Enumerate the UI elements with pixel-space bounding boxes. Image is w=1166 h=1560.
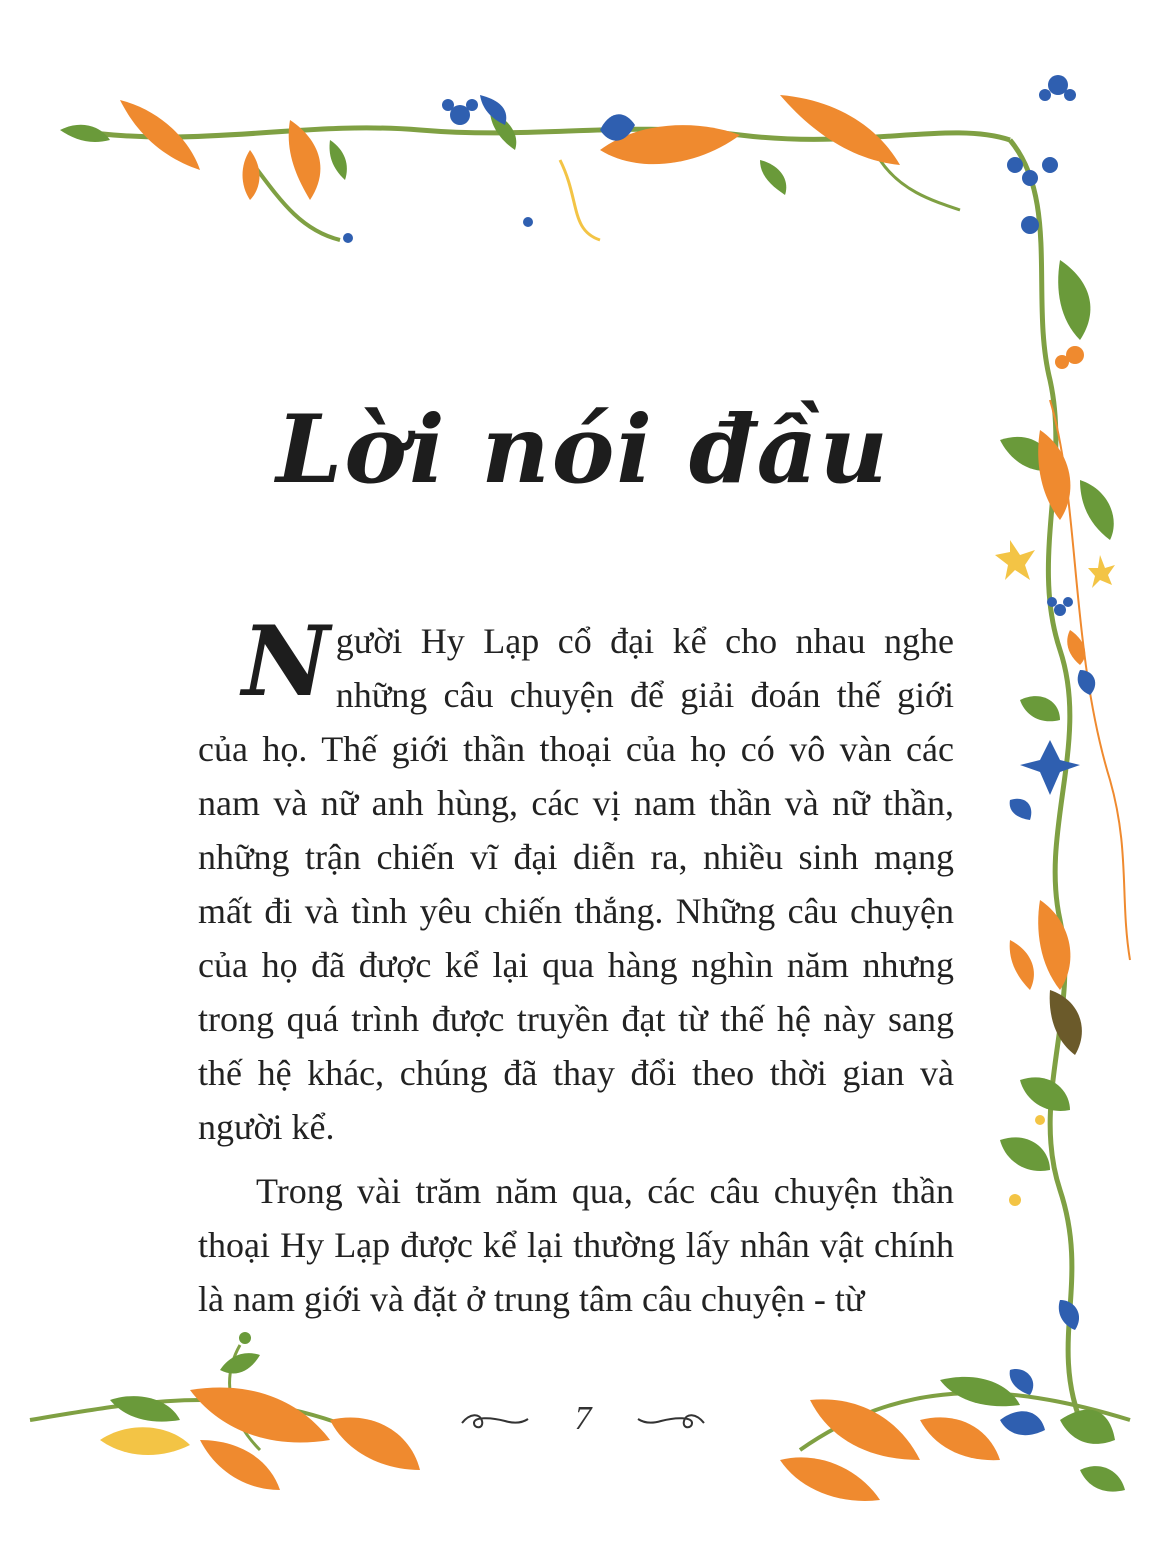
left-swirl-ornament [460,1411,530,1431]
drop-cap: N [242,605,330,718]
right-swirl-ornament [636,1411,706,1431]
page-title: Lời nói đầu [276,395,890,505]
paragraph-2: Trong vài trăm năm qua, các câu chuyện thần thoại Hy Lạp được kể lại thường lấy nhân vật chính là nam giới và đặt ở trung tâm câu chuyện - từ [198,1171,954,1319]
body-text [198,605,954,1336]
paragraph-1 [198,605,954,1154]
page-footer [0,1400,1166,1438]
paragraph-1-text: gười Hy Lạp cổ đại kể cho nhau nghe những câu chuyện để giải đoán thế giới của họ. Thế giới thần thoại của họ có vô vàn các nam và nữ anh hùng, các vị nam thần và nữ thần, những trận chiến vĩ đại diễn ra, nhiều sinh mạng mất đi và tình yêu chiến thắng. Những câu chuyện của họ đã được kể lại qua hàng nghìn năm nhưng trong quá trình được truyền đạt từ thế hệ này sang thế hệ khác, chúng đã thay đổi theo thời gian và người kể. [198,621,954,1147]
page-number: 7 [574,1400,592,1437]
